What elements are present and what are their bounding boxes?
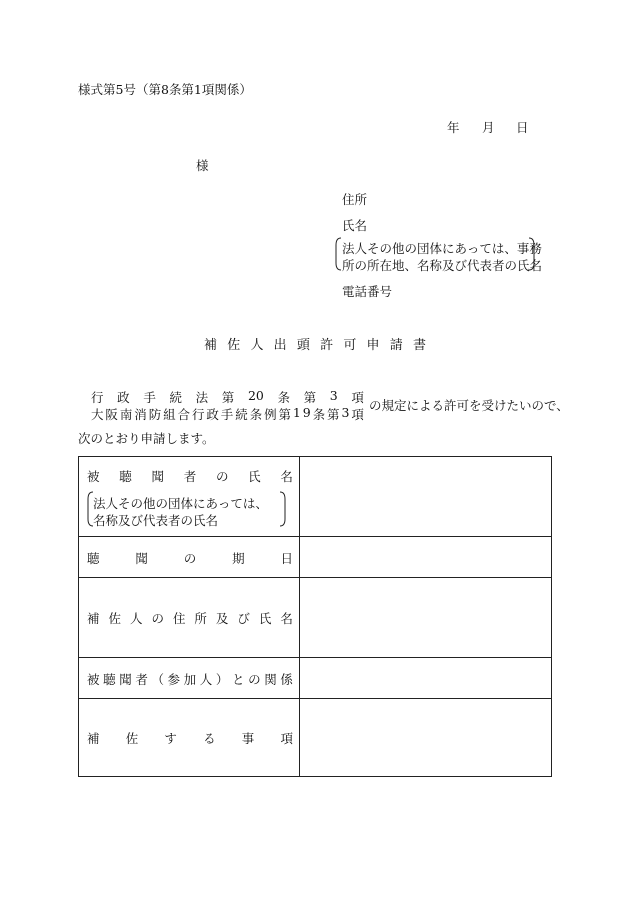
text-glyph: 補	[87, 611, 100, 626]
text-glyph: る	[203, 731, 216, 746]
relationship-field[interactable]	[300, 658, 551, 698]
text-glyph: 佐	[227, 338, 241, 353]
hearing-party-name-field[interactable]	[300, 457, 551, 536]
text-glyph: 3	[341, 405, 350, 420]
address-label: 住所	[342, 192, 368, 207]
text-glyph: 佐	[125, 731, 139, 746]
text-glyph: の	[183, 551, 197, 566]
table-row-note	[87, 491, 287, 527]
application-table	[78, 456, 552, 777]
text-glyph: 条	[312, 407, 326, 422]
text-glyph: 阪	[105, 407, 118, 422]
text-glyph: 者	[183, 469, 197, 484]
text-glyph: 事	[241, 731, 255, 746]
text-glyph: 補	[87, 731, 100, 746]
text-glyph: 聞	[119, 672, 132, 687]
table-row	[79, 699, 551, 776]
body-text-line2: 次のとおり申請します。	[78, 431, 215, 446]
table-row	[79, 457, 551, 537]
text-glyph: 名	[280, 469, 293, 484]
recipient-suffix: 様	[196, 158, 209, 173]
text-glyph: の	[248, 672, 261, 687]
text-glyph: 第	[327, 407, 340, 422]
assistant-address-name-field[interactable]	[300, 578, 551, 657]
text-glyph: 佐	[108, 611, 121, 626]
text-glyph: 第	[278, 407, 291, 422]
text-glyph: 行	[91, 390, 104, 405]
table-row	[79, 578, 551, 658]
date-month-label: 月	[482, 120, 495, 135]
corporate-note-line1: 法人その他の団体にあっては、事務	[342, 241, 542, 256]
text-glyph: 組	[163, 407, 176, 422]
text-glyph: 住	[172, 611, 186, 626]
text-glyph: 氏	[258, 611, 272, 626]
text-glyph: 政	[117, 390, 130, 405]
text-glyph: 大	[91, 407, 104, 422]
text-glyph: 請	[389, 338, 403, 353]
text-glyph: と	[231, 672, 245, 687]
hearing-date-field[interactable]	[300, 537, 551, 577]
text-glyph: 参	[167, 672, 181, 687]
text-glyph: 名	[280, 611, 293, 626]
table-note-line2: 名称及び代表者の氏名	[93, 513, 219, 528]
table-row	[79, 537, 551, 578]
table-note-line1: 法人その他の団体にあっては、	[93, 496, 268, 511]
text-glyph: 20	[247, 388, 264, 403]
corporate-note	[335, 237, 543, 273]
text-glyph: 関	[264, 672, 277, 687]
text-glyph: 1	[292, 405, 301, 420]
table-row-label	[87, 609, 293, 627]
text-glyph: 法	[195, 390, 209, 405]
text-glyph: ）	[215, 672, 229, 687]
body-text-tail: の規定による許可を受けたいので、	[369, 398, 569, 413]
text-glyph: 及	[215, 611, 229, 626]
text-glyph: 条	[249, 407, 263, 422]
text-glyph: 申	[366, 338, 380, 353]
text-glyph: 条	[277, 390, 290, 405]
text-glyph: 例	[264, 407, 277, 422]
text-glyph: 続	[169, 390, 182, 405]
text-glyph: （	[151, 672, 164, 687]
text-glyph: 人	[129, 611, 143, 626]
text-glyph: 続	[235, 407, 248, 422]
text-glyph: 被	[87, 469, 100, 484]
table-row-label	[87, 670, 293, 688]
phone-label: 電話番号	[342, 284, 393, 299]
text-glyph: 人	[199, 672, 213, 687]
document-title	[204, 334, 426, 353]
text-glyph: 頭	[296, 338, 310, 353]
corporate-note-line2: 所の所在地、名称及び代表者の氏名	[342, 258, 543, 273]
text-glyph: 3	[329, 388, 338, 403]
text-glyph: 被	[87, 672, 100, 687]
text-glyph: 者	[135, 672, 148, 687]
text-glyph: 行	[191, 407, 205, 422]
table-row-label	[87, 729, 293, 747]
text-glyph: 所	[194, 611, 207, 626]
text-glyph: 防	[148, 407, 162, 422]
text-glyph: 聞	[135, 551, 148, 566]
text-glyph: の	[215, 469, 229, 484]
text-glyph: す	[164, 731, 177, 746]
text-glyph: 期	[232, 551, 245, 566]
table-column-divider	[299, 457, 300, 776]
text-glyph: 項	[351, 390, 364, 405]
text-glyph: 政	[206, 407, 219, 422]
text-glyph: 補	[204, 338, 218, 353]
text-glyph: び	[237, 611, 250, 626]
text-glyph: 項	[351, 407, 364, 422]
assistance-matters-field[interactable]	[300, 699, 551, 776]
text-glyph: 手	[143, 390, 156, 405]
text-glyph: 係	[280, 672, 293, 687]
text-glyph: 第	[221, 390, 235, 405]
table-row	[79, 658, 551, 699]
text-glyph: 南	[119, 407, 133, 422]
table-row-label	[87, 549, 293, 567]
text-glyph: 聴	[119, 469, 132, 484]
text-glyph: 第	[303, 390, 317, 405]
text-glyph: 消	[134, 407, 147, 422]
text-glyph: 9	[302, 405, 311, 420]
text-glyph: の	[151, 611, 164, 626]
text-glyph: 日	[280, 551, 293, 566]
text-glyph: 加	[183, 672, 197, 687]
text-glyph: 聞	[151, 469, 164, 484]
date-year-label: 年	[447, 120, 460, 135]
text-glyph: 項	[280, 731, 293, 746]
table-row-label	[87, 467, 293, 485]
name-label: 氏名	[342, 218, 368, 233]
text-glyph: 可	[343, 338, 357, 353]
text-glyph: 出	[273, 338, 287, 353]
text-glyph: 氏	[248, 469, 261, 484]
text-glyph: 聴	[103, 672, 116, 687]
text-glyph: 合	[177, 407, 191, 422]
text-glyph: 聴	[87, 551, 100, 566]
date-day-label: 日	[516, 120, 529, 135]
text-glyph: 許	[320, 338, 334, 353]
text-glyph: 手	[220, 407, 234, 422]
law-reference-line2	[91, 405, 364, 423]
text-glyph: 書	[412, 338, 426, 353]
text-glyph: 人	[250, 338, 264, 353]
form-number: 様式第5号（第8条第1項関係）	[78, 82, 252, 97]
law-reference-line1	[91, 388, 364, 406]
